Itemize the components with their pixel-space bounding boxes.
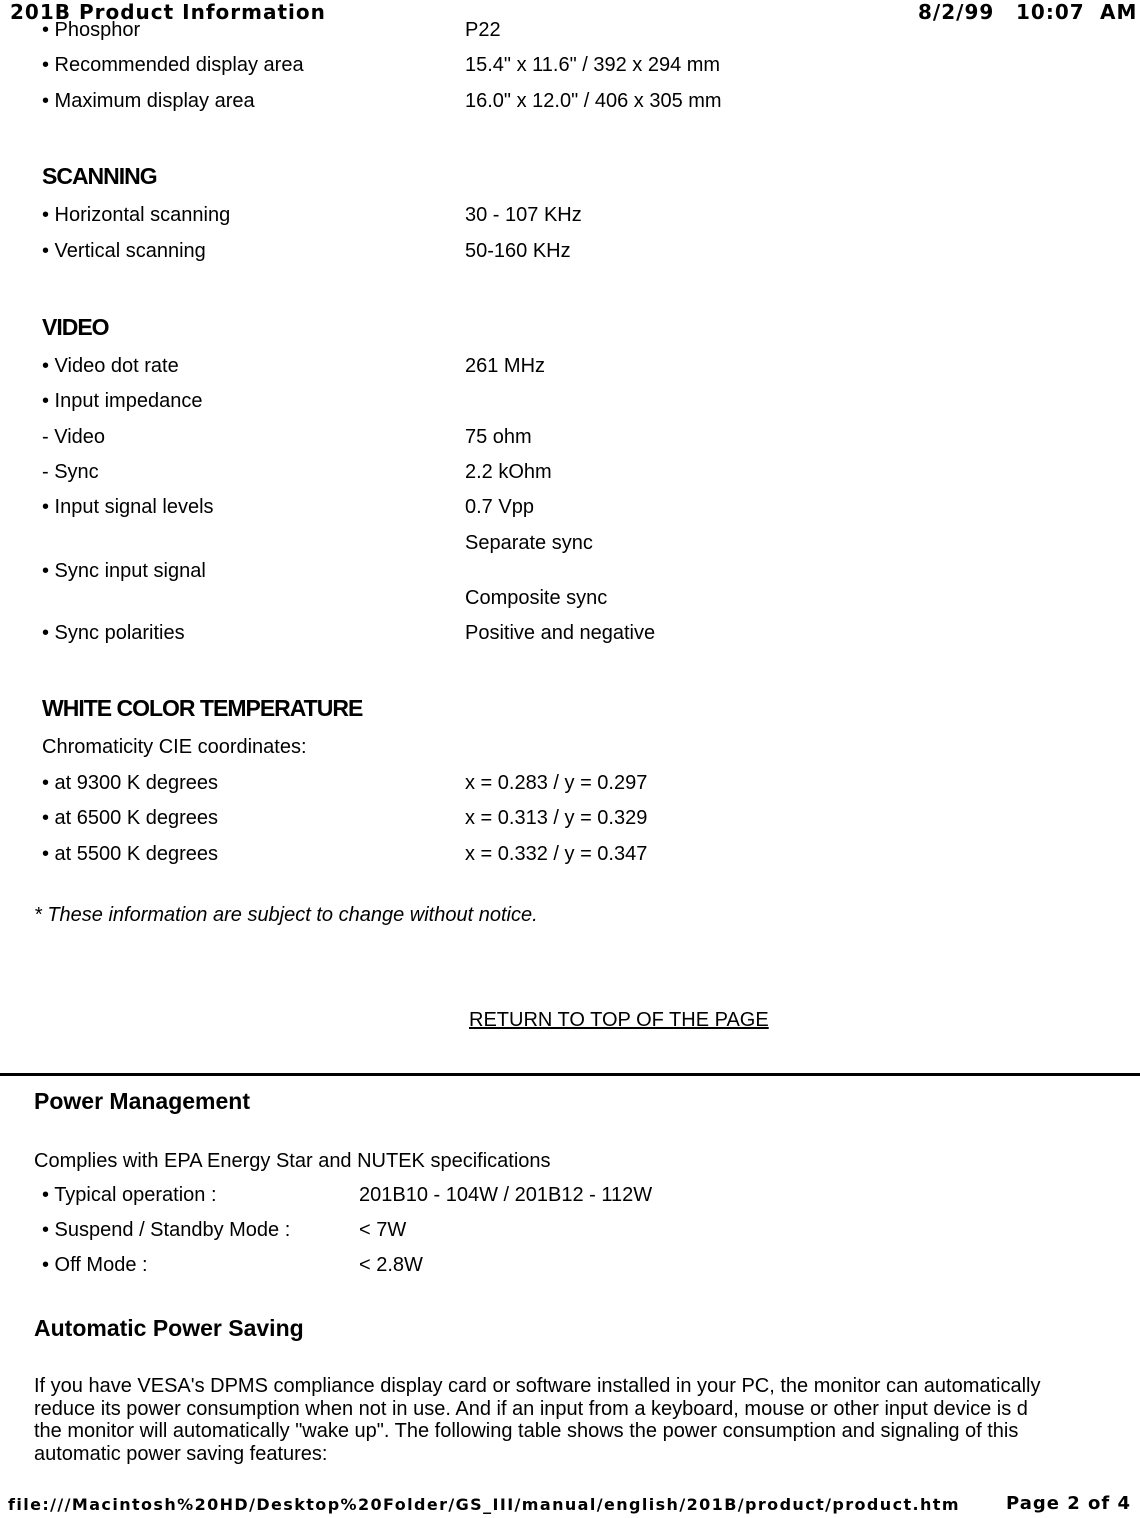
spec-value: Positive and negative <box>465 622 656 644</box>
spec-value: x = 0.313 / y = 0.329 <box>465 807 648 829</box>
spec-label: • Sync input signal <box>42 560 206 582</box>
spec-value: 2.2 kOhm <box>465 461 552 483</box>
spec-value: Separate sync <box>465 532 593 554</box>
section-title-white-color: WHITE COLOR TEMPERATURE <box>42 695 363 721</box>
spec-label: • Recommended display area <box>42 54 304 76</box>
section-title-scanning: SCANNING <box>42 163 157 189</box>
footer-file-path: file:///Macintosh%20HD/Desktop%20Folder/GS_III/manual/english/201B/product/product.htm <box>8 1495 960 1514</box>
spec-value: Composite sync <box>465 587 608 609</box>
spec-label: • Phosphor <box>42 19 141 41</box>
footer-page-number: Page 2 of 4 <box>1006 1493 1131 1514</box>
page-header-time: 10:07 <box>1016 0 1085 24</box>
spec-label: - Video <box>42 426 106 448</box>
spec-value: < 2.8W <box>359 1254 423 1276</box>
spec-label: • Input signal levels <box>42 496 214 518</box>
spec-label: • at 9300 K degrees <box>42 772 219 794</box>
page-header-date: 8/2/99 <box>918 0 995 24</box>
spec-label: • Horizontal scanning <box>42 204 231 226</box>
notice-text: * These information are subject to change without notice. <box>34 904 538 926</box>
spec-value: 261 MHz <box>465 355 546 377</box>
spec-value: 50-160 KHz <box>465 240 571 262</box>
section-divider <box>0 1073 1140 1076</box>
return-to-top-link[interactable]: RETURN TO TOP OF THE PAGE <box>469 1009 769 1031</box>
spec-label: • Vertical scanning <box>42 240 206 262</box>
page-header-title: 201B Product Information <box>10 0 326 24</box>
spec-value: 0.7 Vpp <box>465 496 534 518</box>
spec-value: P22 <box>465 19 501 41</box>
spec-label: • Suspend / Standby Mode : <box>42 1219 291 1241</box>
spec-label: • Off Mode : <box>42 1254 148 1276</box>
spec-value: < 7W <box>359 1219 407 1241</box>
page-header-ampm: AM <box>1100 0 1138 24</box>
spec-label: - Sync <box>42 461 99 483</box>
spec-label: • Sync polarities <box>42 622 185 644</box>
section-title-video: VIDEO <box>42 314 109 340</box>
spec-value: 15.4" x 11.6" / 392 x 294 mm <box>465 54 721 76</box>
spec-label: • Input impedance <box>42 390 203 412</box>
spec-value: 16.0" x 12.0" / 406 x 305 mm <box>465 90 722 112</box>
spec-label: • at 5500 K degrees <box>42 843 219 865</box>
spec-value: 201B10 - 104W / 201B12 - 112W <box>359 1184 653 1206</box>
spec-label: • at 6500 K degrees <box>42 807 219 829</box>
spec-value: x = 0.283 / y = 0.297 <box>465 772 648 794</box>
spec-label: • Typical operation : <box>42 1184 217 1206</box>
section-title-power-management: Power Management <box>34 1088 250 1114</box>
spec-value: x = 0.332 / y = 0.347 <box>465 843 648 865</box>
power-saving-paragraph: If you have VESA's DPMS compliance display card or software installed in your PC, the monitor can automatically reduce its power consumption when not in use. And if an input from a keyboard, mouse or other input device is d the monitor will automatically "wake up". The following table shows the power consumption and signaling of this automatic power saving features: <box>34 1375 1041 1465</box>
section-title-automatic-power-saving: Automatic Power Saving <box>34 1315 304 1341</box>
spec-label: • Maximum display area <box>42 90 255 112</box>
chromaticity-intro: Chromaticity CIE coordinates: <box>42 736 307 758</box>
complies-text: Complies with EPA Energy Star and NUTEK specifications <box>34 1150 551 1172</box>
spec-value: 75 ohm <box>465 426 532 448</box>
spec-label: • Video dot rate <box>42 355 179 377</box>
spec-value: 30 - 107 KHz <box>465 204 582 226</box>
